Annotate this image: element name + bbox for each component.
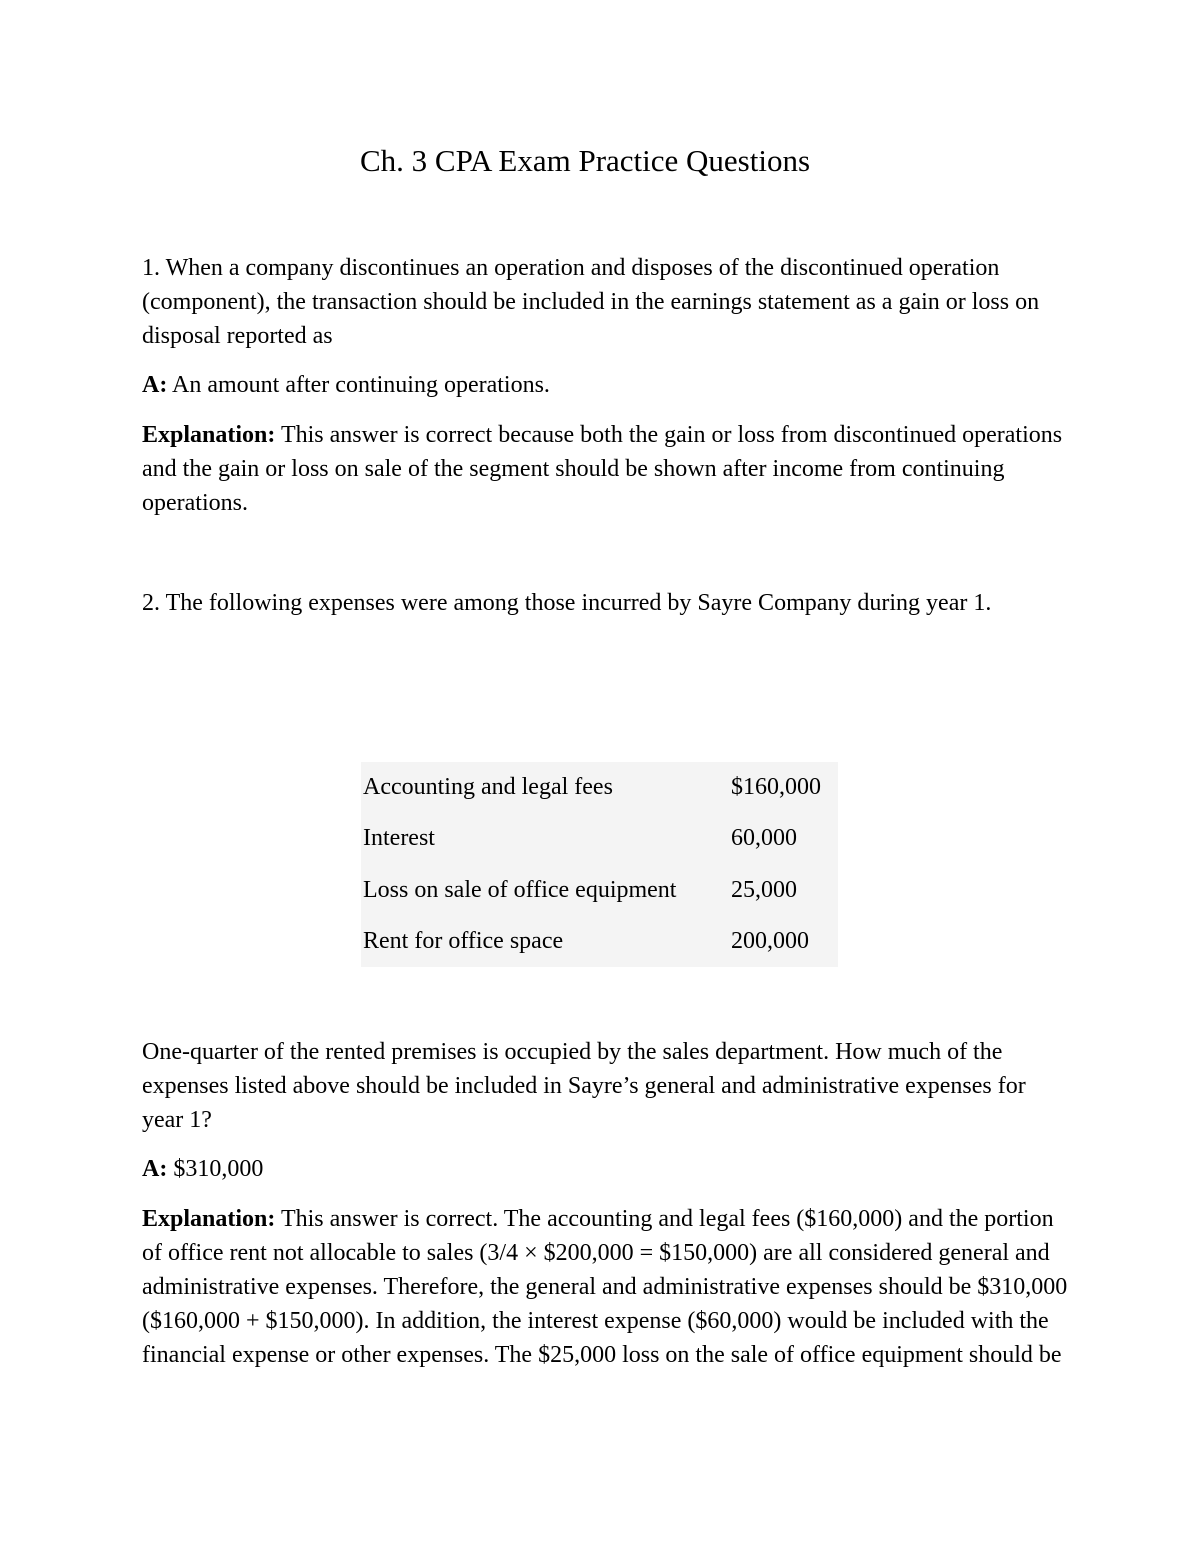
question-2-answer [142,1152,1072,1186]
expense-amount: $160,000 [731,774,821,801]
table-row [361,865,838,916]
answer-text: $310,000 [173,1156,264,1182]
expense-amount: 25,000 [731,876,797,903]
explanation-text: This answer is correct. The accounting and legal fees ($160,000) and the portion of office rent not allocable to sales (3/4 × $200,000 = $150,000) are all considered general and administrative expenses. Therefore, the general and administrative expenses should be $310,000 ($160,000 + $150,000). In addition, the interest expense ($60,000) would be included with the financial expense or other expenses. The $25,000 loss on the sale of office equipment should be [142,1206,1068,1368]
explanation-text: This answer is correct because both the gain or loss from discontinued operations and the gain or loss on sale of the segment should be shown after income from continuing operations. [142,422,1063,516]
expense-table [361,762,838,967]
question-1-answer [142,368,1072,402]
table-row [361,762,838,813]
expense-item: Interest [363,825,435,852]
question-2-text: 2. The following expenses were among those incurred by Sayre Company during year 1. [142,590,992,616]
expense-item: Loss on sale of office equipment [363,876,677,903]
question-1-text: 1. When a company discontinues an operation and disposes of the discontinued operation (component), the transaction should be included in the earnings statement as a gain or loss on disposal reported as [142,255,1040,349]
expense-amount: 60,000 [731,825,797,852]
question-2-followup: One-quarter of the rented premises is occupied by the sales department. How much of the expenses listed above should be included in Sayre’s general and administrative expenses for year 1? [142,1039,1026,1133]
explanation-label: Explanation: [142,1206,276,1232]
answer-text: An amount after continuing operations. [172,372,550,398]
expense-amount: 200,000 [731,927,809,954]
question-1-explanation [142,418,1072,520]
table-row [361,916,838,967]
question-2-explanation [142,1202,1072,1372]
explanation-label: Explanation: [142,422,276,448]
expense-item: Accounting and legal fees [363,774,613,801]
answer-label: A: [142,1156,168,1182]
answer-label: A: [142,372,168,398]
table-row [361,813,838,864]
expense-item: Rent for office space [363,927,564,954]
page-title: Ch. 3 CPA Exam Practice Questions [359,143,811,178]
